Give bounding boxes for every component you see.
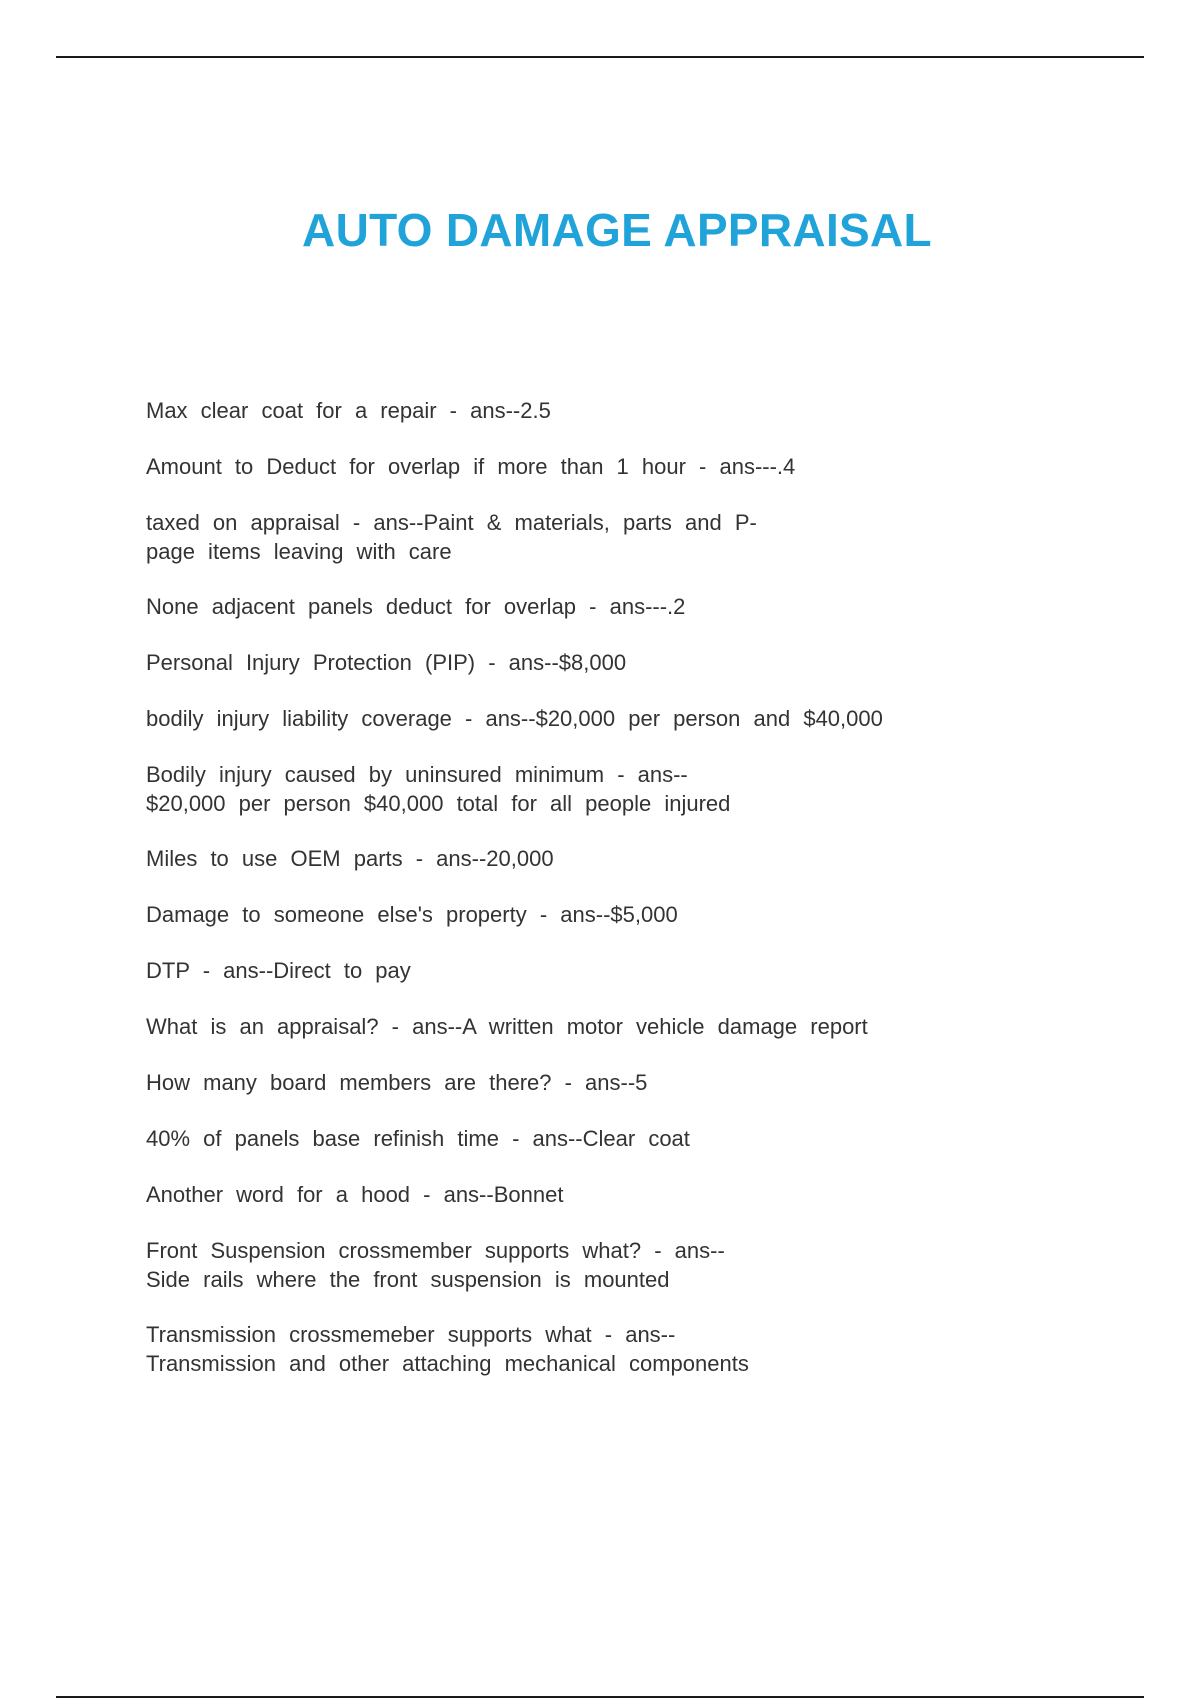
top-rule bbox=[56, 56, 1144, 58]
qa-item: Another word for a hood - ans--Bonnet bbox=[146, 1182, 564, 1207]
qa-item: How many board members are there? - ans--5 bbox=[146, 1070, 648, 1095]
qa-item: Damage to someone else's property - ans--$5,000 bbox=[146, 902, 678, 927]
qa-item: taxed on appraisal - ans--Paint & materials, parts and P- page items leaving with care bbox=[146, 510, 757, 564]
qa-item: Transmission crossmemeber supports what - ans-- Transmission and other attaching mechanical components bbox=[146, 1322, 749, 1376]
qa-item: Front Suspension crossmember supports what? - ans-- Side rails where the front suspension is mounted bbox=[146, 1238, 725, 1292]
qa-item: bodily injury liability coverage - ans--$20,000 per person and $40,000 bbox=[146, 706, 883, 731]
qa-item: What is an appraisal? - ans--A written motor vehicle damage report bbox=[146, 1014, 868, 1039]
qa-item: Personal Injury Protection (PIP) - ans--$8,000 bbox=[146, 650, 627, 675]
bottom-rule bbox=[56, 1696, 1144, 1698]
qa-item: 40% of panels base refinish time - ans--Clear coat bbox=[146, 1126, 690, 1151]
qa-item: Miles to use OEM parts - ans--20,000 bbox=[146, 846, 554, 871]
document-title: AUTO DAMAGE APPRAISAL bbox=[302, 204, 932, 256]
qa-item: DTP - ans--Direct to pay bbox=[146, 958, 411, 983]
qa-list bbox=[146, 396, 1006, 1404]
qa-item: Max clear coat for a repair - ans--2.5 bbox=[146, 398, 551, 423]
qa-item: Bodily injury caused by uninsured minimum - ans-- $20,000 per person $40,000 total for all people injured bbox=[146, 762, 731, 816]
qa-item: Amount to Deduct for overlap if more than 1 hour - ans---.4 bbox=[146, 454, 796, 479]
qa-item: None adjacent panels deduct for overlap - ans---.2 bbox=[146, 594, 686, 619]
